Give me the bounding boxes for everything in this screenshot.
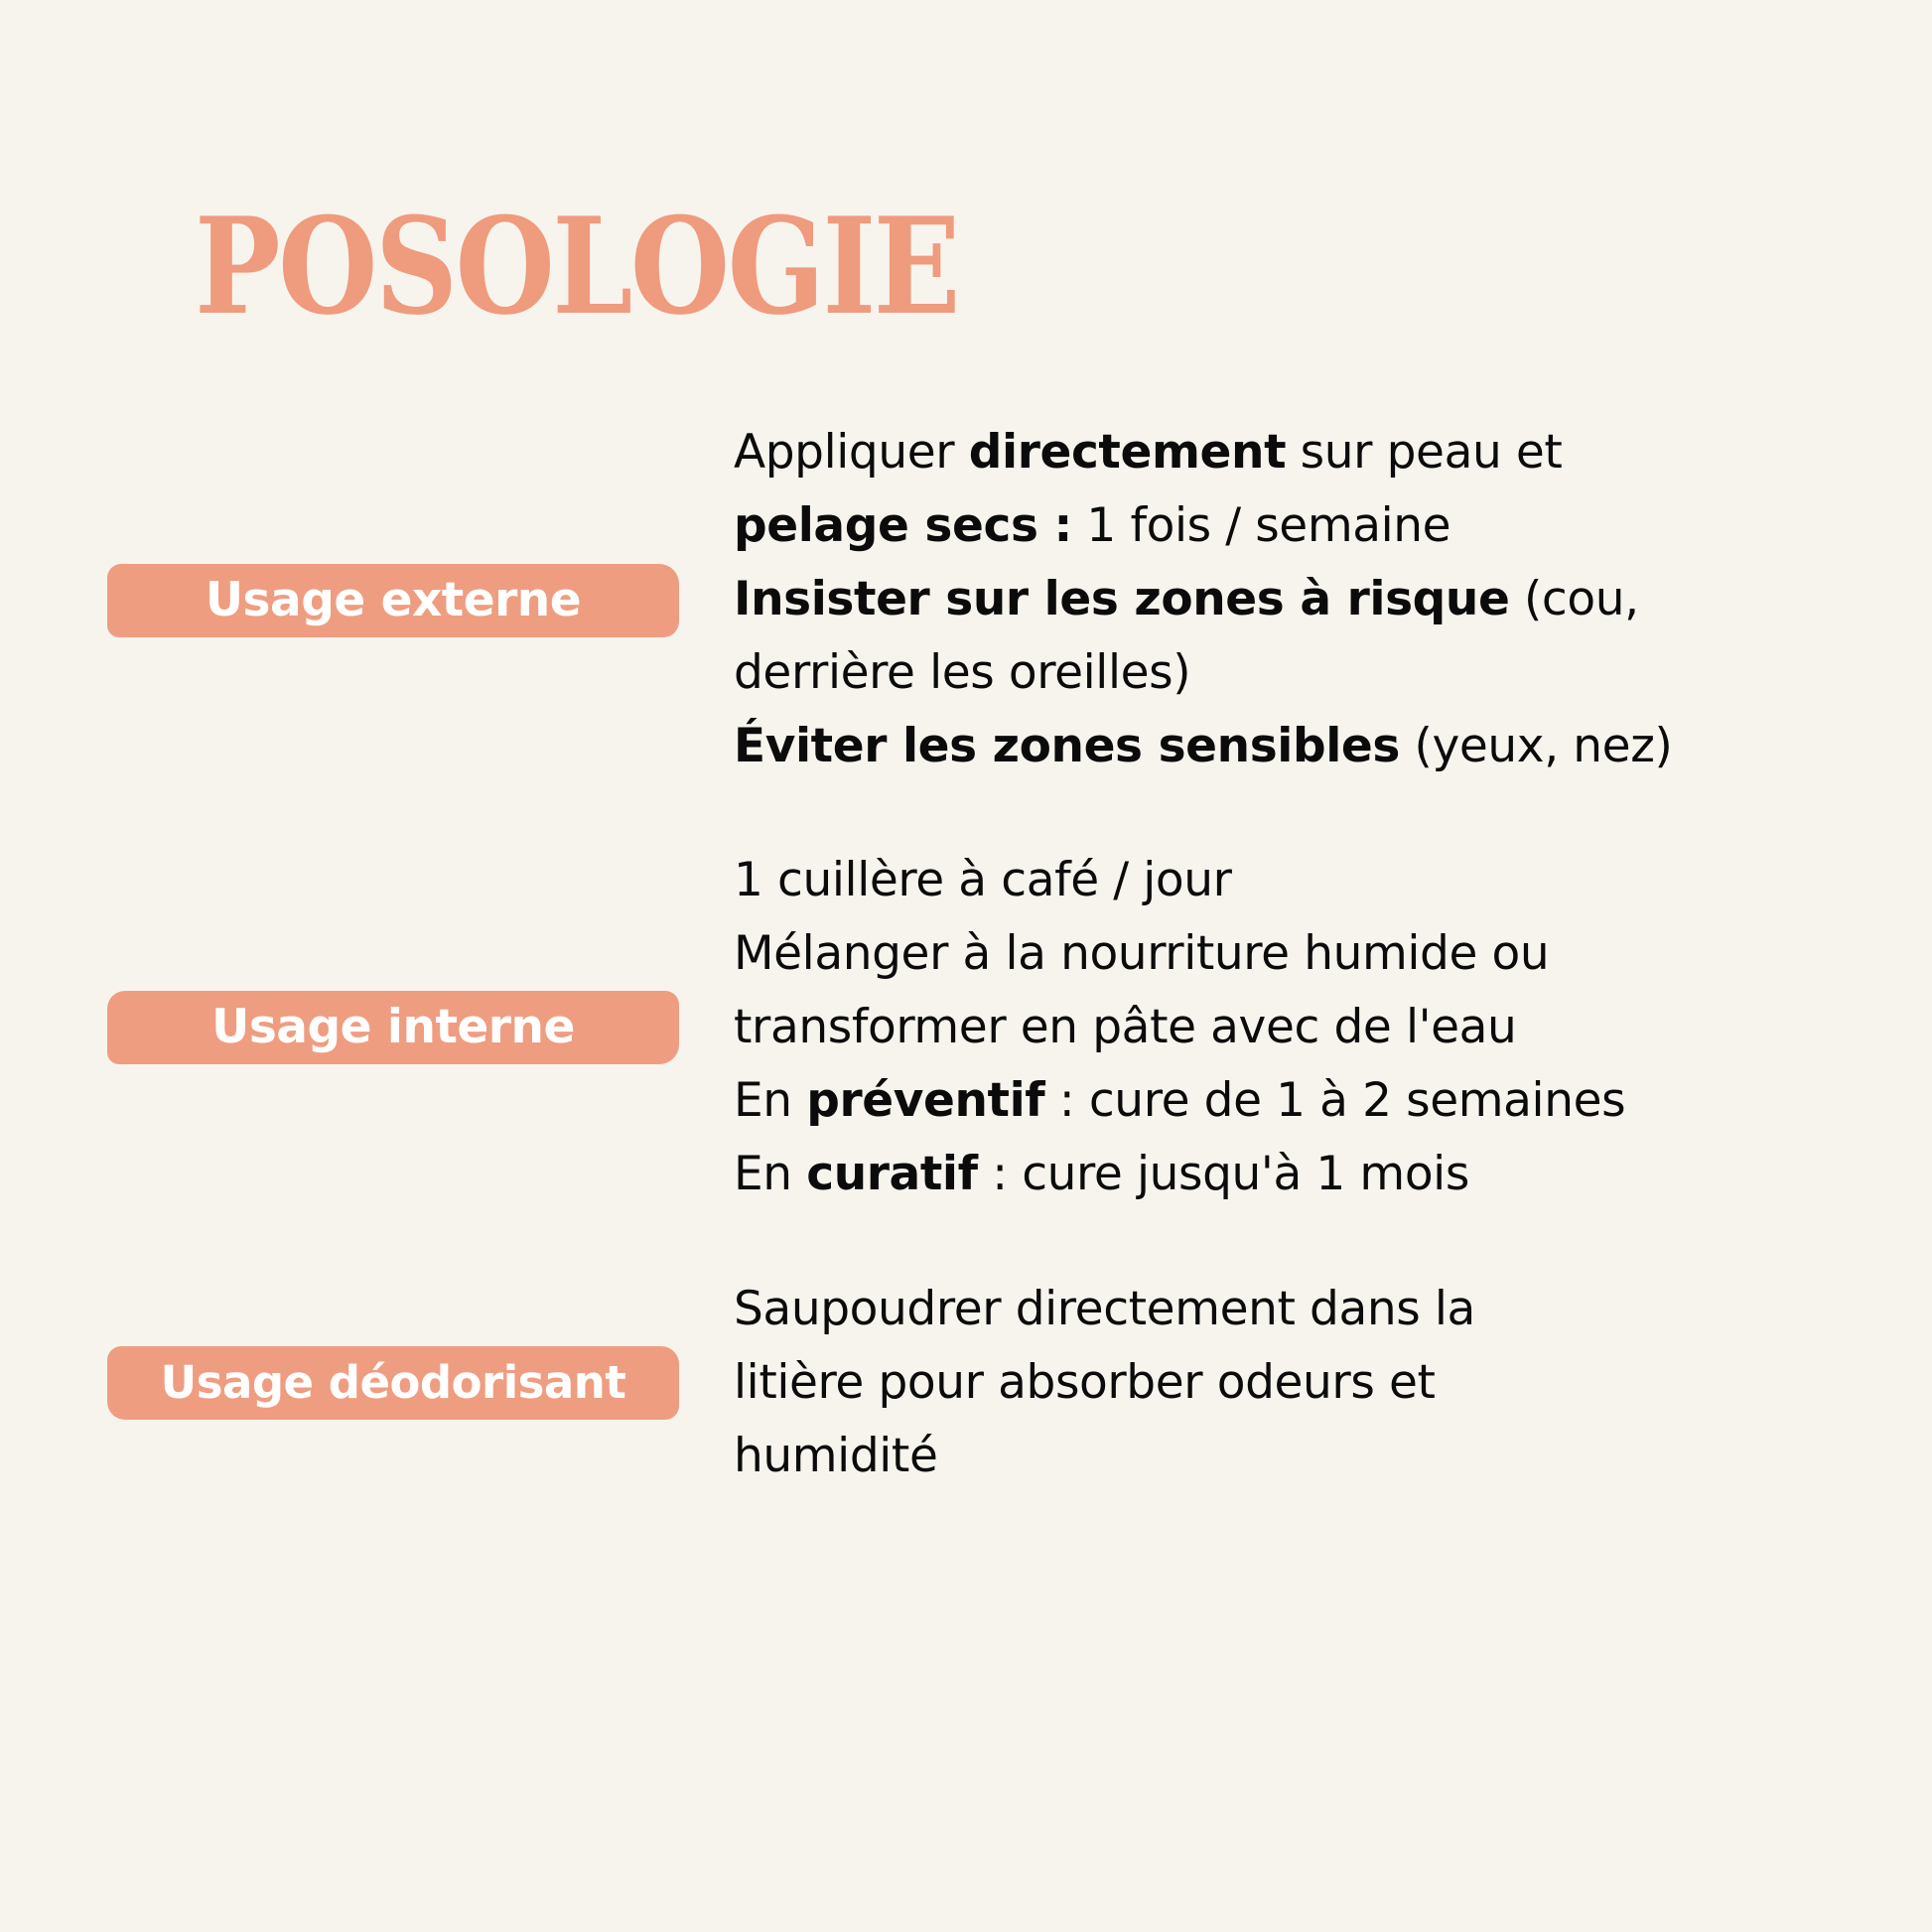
usage-deodorisant-text xyxy=(734,1273,1885,1493)
page-title: POSOLOGIE xyxy=(195,188,959,345)
text-line: humidité xyxy=(734,1429,938,1483)
text-line: litière pour absorber odeurs et xyxy=(734,1355,1436,1410)
text-line: En préventif : cure de 1 à 2 semaines xyxy=(734,1073,1626,1128)
text-line: En curatif : cure jusqu'à 1 mois xyxy=(734,1147,1469,1201)
text-line: 1 cuillère à café / jour xyxy=(734,853,1232,907)
text-line: pelage secs : 1 fois / semaine xyxy=(734,498,1451,553)
text-line: Saupoudrer directement dans la xyxy=(734,1282,1475,1336)
text-line: Appliquer directement sur peau et xyxy=(734,425,1563,480)
usage-deodorisant-badge: Usage déodorisant xyxy=(107,1346,679,1420)
text-line: derrière les oreilles) xyxy=(734,645,1191,700)
text-line: Éviter les zones sensibles (yeux, nez) xyxy=(734,719,1673,773)
usage-interne-text xyxy=(734,844,1885,1211)
text-line: Insister sur les zones à risque (cou, xyxy=(734,572,1639,626)
usage-interne-badge: Usage interne xyxy=(107,991,679,1064)
usage-externe-text xyxy=(734,416,1885,783)
text-line: transformer en pâte avec de l'eau xyxy=(734,1000,1517,1054)
text-line: Mélanger à la nourriture humide ou xyxy=(734,926,1550,981)
usage-externe-badge: Usage externe xyxy=(107,564,679,637)
